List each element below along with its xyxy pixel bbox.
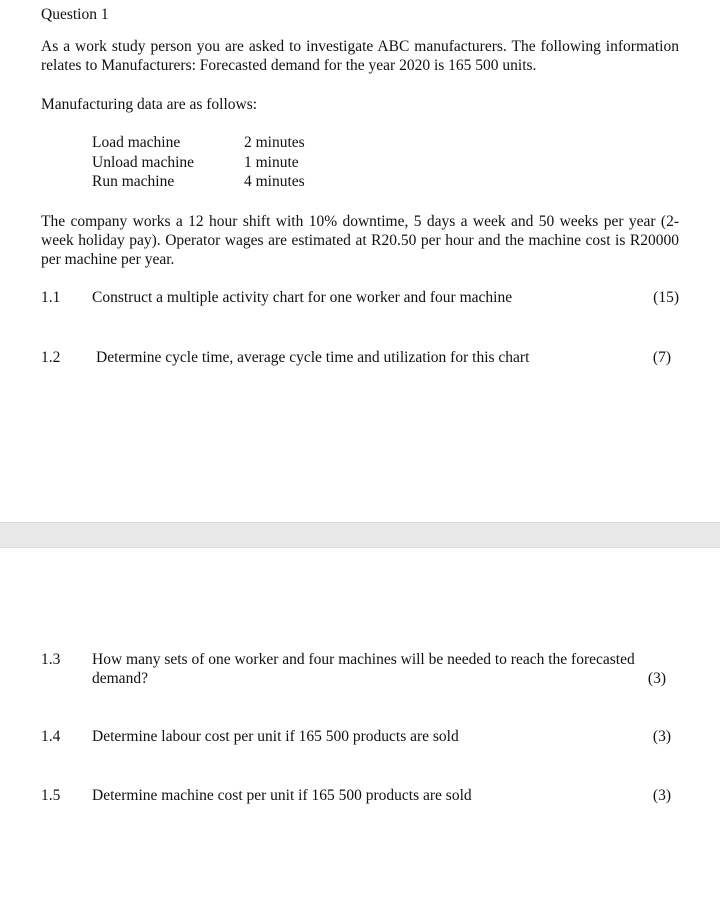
subquestion-marks: (3) [652, 728, 671, 745]
activity-unload: Unload machine [92, 153, 195, 171]
subquestion-text: Determine labour cost per unit if 165 500 products are sold [92, 728, 459, 745]
subquestion-marks: (7) [652, 349, 671, 366]
activity-load: Load machine [92, 134, 181, 151]
intro-paragraph: As a work study person you are asked to investigate ABC manufacturers. The following information relates to Manufacturers: Forecasted demand for the year 2020 is 165 500 units. [41, 38, 679, 74]
subquestion-number: 1.4 [41, 728, 61, 745]
manufacturing-activities [92, 133, 194, 192]
subquestion-number: 1.2 [41, 349, 61, 366]
subquestion-marks: (3) [647, 670, 666, 687]
subquestion-text: Determine machine cost per unit if 165 500 products are sold [92, 787, 472, 804]
time-run: 4 minutes [244, 173, 305, 190]
subquestion-text: How many sets of one worker and four machines will be needed to reach the forecasted demand? [92, 651, 635, 687]
activity-run: Run machine [92, 173, 175, 190]
time-load: 2 minutes [244, 134, 305, 151]
page-break [0, 522, 720, 548]
subquestion-text: Construct a multiple activity chart for one worker and four machine [92, 289, 513, 306]
manufacturing-times [244, 133, 305, 192]
subquestion-number: 1.5 [41, 787, 61, 804]
subquestion-number: 1.3 [41, 651, 61, 668]
time-unload: 1 minute [244, 153, 299, 171]
manufacturing-heading: Manufacturing data are as follows: [41, 96, 258, 113]
company-info-paragraph: The company works a 12 hour shift with 10% downtime, 5 days a week and 50 weeks per year (2-week holiday pay). Operator wages are estimated at R20.50 per hour and the machine cost is R20000 per machine per year. [41, 213, 679, 268]
subquestion-number: 1.1 [41, 289, 61, 306]
question-title: Question 1 [41, 6, 109, 23]
subquestion-marks: (15) [653, 289, 679, 306]
subquestion-marks: (3) [652, 787, 671, 804]
subquestion-text: Determine cycle time, average cycle time and utilization for this chart [96, 349, 530, 366]
